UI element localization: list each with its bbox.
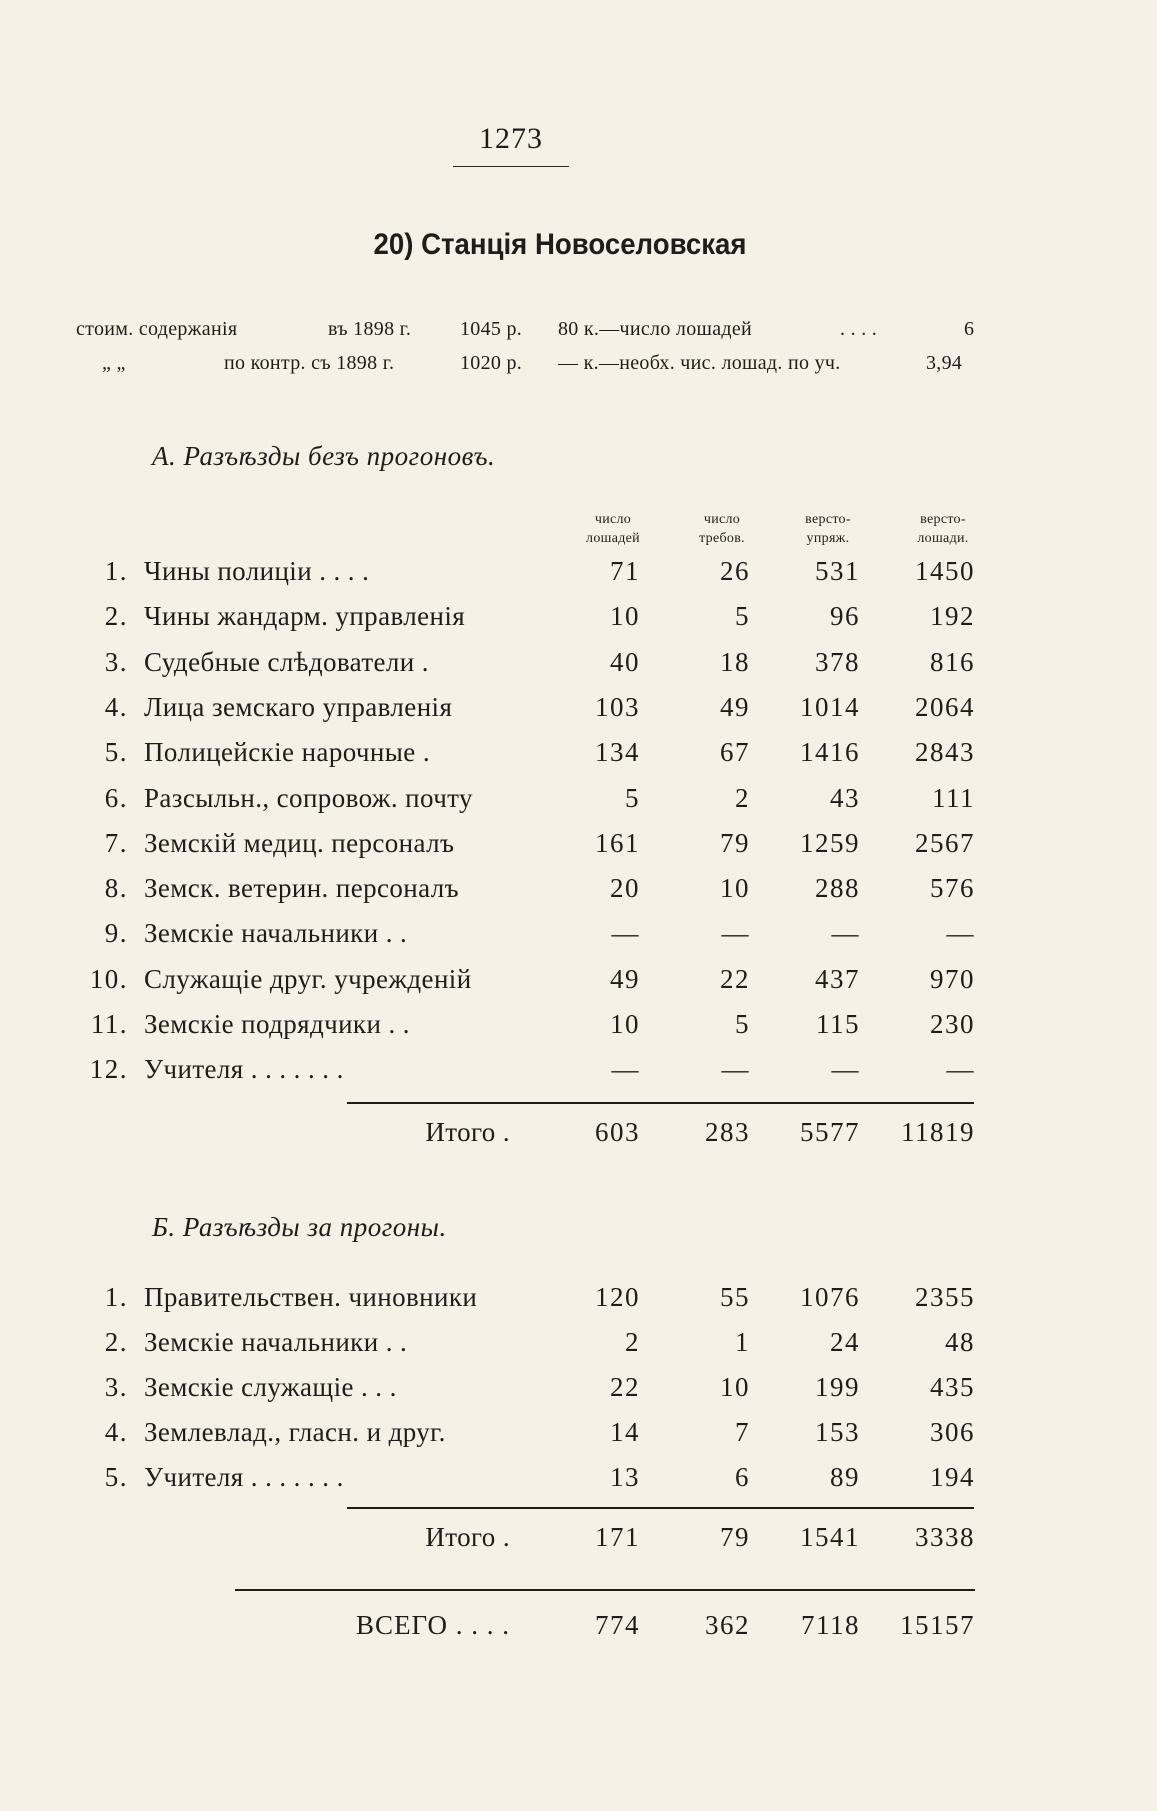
row-number: 5. xyxy=(104,1462,128,1492)
table-row xyxy=(0,737,1157,777)
info-value: 6 xyxy=(964,318,975,340)
row-value: 2355 xyxy=(915,1282,975,1312)
row-label: Разсыльн., сопровож. почту xyxy=(144,782,473,813)
total-rule xyxy=(347,1507,974,1509)
section-b-total-row xyxy=(0,1522,1157,1562)
row-value: 10 xyxy=(720,873,750,904)
grand-total-value: 7118 xyxy=(801,1610,860,1640)
total-value: 3338 xyxy=(915,1522,975,1552)
row-number: 4. xyxy=(104,1417,128,1447)
row-value: 192 xyxy=(930,601,975,632)
grand-total-value: 362 xyxy=(705,1610,750,1640)
section-b-heading: Б. Разъѣзды за прогоны. xyxy=(152,1212,447,1242)
row-number: 10. xyxy=(89,963,128,994)
total-label: Итого . xyxy=(425,1117,510,1147)
table-row xyxy=(0,1054,1157,1094)
table-row xyxy=(0,1282,1157,1322)
row-value: 199 xyxy=(815,1372,860,1402)
row-value: 7 xyxy=(735,1417,750,1447)
row-value: 2567 xyxy=(915,827,975,858)
row-value: 153 xyxy=(815,1417,860,1447)
page-number-rule xyxy=(453,166,569,167)
row-label: Земскіе подрядчики . . xyxy=(144,1009,410,1039)
info-text: — к.—необх. чис. лошад. по уч. xyxy=(558,352,841,374)
table-row xyxy=(0,1009,1157,1049)
info-line-1 xyxy=(76,318,976,348)
row-value: 120 xyxy=(595,1282,640,1312)
total-value: 603 xyxy=(595,1117,640,1147)
grand-total-label: ВСЕГО . . . . xyxy=(356,1610,510,1640)
total-value: 283 xyxy=(705,1117,750,1147)
row-label: Землевлад., гласн. и друг. xyxy=(144,1417,446,1447)
row-value: 48 xyxy=(945,1327,975,1357)
page-number: 1273 xyxy=(479,122,543,155)
row-value: 13 xyxy=(610,1462,640,1492)
row-value: 2 xyxy=(735,782,750,813)
row-number: 4. xyxy=(104,691,128,722)
info-text: 80 к.—число лошадей xyxy=(558,318,753,340)
row-value: — xyxy=(946,918,975,949)
row-label: Земскій медиц. персоналъ xyxy=(144,827,455,858)
row-value: 1 xyxy=(735,1327,750,1357)
table-row xyxy=(0,1372,1157,1412)
row-value: 1450 xyxy=(915,556,975,586)
row-value: 5 xyxy=(625,782,640,813)
column-header: число требов. xyxy=(699,512,745,546)
row-label: Правительствен. чиновники xyxy=(144,1282,478,1312)
row-value: 435 xyxy=(930,1372,975,1402)
info-text: „ „ xyxy=(102,352,126,374)
grand-total-row xyxy=(0,1610,1157,1650)
row-value: 1014 xyxy=(800,691,860,722)
row-value: 67 xyxy=(720,737,750,768)
row-label: Земскіе служащіе . . . xyxy=(144,1372,397,1402)
row-number: 12. xyxy=(89,1054,128,1085)
row-value: — xyxy=(721,1054,750,1085)
table-row xyxy=(0,556,1157,596)
row-number: 1. xyxy=(104,1282,128,1312)
row-value: 10 xyxy=(720,1372,750,1402)
section-a-heading: А. Разъѣзды безъ прогоновъ. xyxy=(152,441,496,471)
row-value: — xyxy=(831,1054,860,1085)
row-value: 970 xyxy=(930,963,975,994)
row-number: 1. xyxy=(104,556,128,586)
row-number: 9. xyxy=(104,918,128,949)
row-number: 3. xyxy=(104,646,128,677)
row-number: 2. xyxy=(104,1327,128,1357)
row-label: Судебные слѣдователи . xyxy=(144,646,429,677)
row-value: 161 xyxy=(595,827,640,858)
info-text: стоим. содержанія xyxy=(76,318,238,340)
row-value: 22 xyxy=(720,963,750,994)
row-value: 576 xyxy=(930,873,975,904)
table-row xyxy=(0,601,1157,641)
row-value: 1076 xyxy=(800,1282,860,1312)
row-number: 6. xyxy=(104,782,128,813)
row-value: 111 xyxy=(932,782,975,813)
row-value: 49 xyxy=(610,963,640,994)
row-value: 14 xyxy=(610,1417,640,1447)
row-value: 2 xyxy=(625,1327,640,1357)
section-a-total-row xyxy=(0,1117,1157,1157)
grand-total-value: 774 xyxy=(595,1610,640,1640)
row-value: 437 xyxy=(815,963,860,994)
row-value: 18 xyxy=(720,646,750,677)
total-value: 79 xyxy=(720,1522,750,1552)
table-row xyxy=(0,828,1157,868)
column-header: число лошадей xyxy=(586,512,640,546)
row-label: Служащіе друг. учрежденій xyxy=(144,963,472,994)
table-row xyxy=(0,692,1157,732)
row-value: — xyxy=(611,1054,640,1085)
total-value: 171 xyxy=(595,1522,640,1552)
row-label: Чины полиціи . . . . xyxy=(144,556,370,586)
row-value: 230 xyxy=(930,1009,975,1039)
info-text: въ 1898 г. xyxy=(328,318,412,340)
row-value: 816 xyxy=(930,646,975,677)
table-row xyxy=(0,1327,1157,1367)
row-number: 2. xyxy=(104,601,128,632)
row-value: 531 xyxy=(815,556,860,586)
info-text: . . . . xyxy=(840,318,878,340)
row-number: 7. xyxy=(104,827,128,858)
table-row xyxy=(0,783,1157,823)
row-value: 96 xyxy=(830,601,860,632)
table-row xyxy=(0,918,1157,958)
row-value: 1416 xyxy=(800,737,860,768)
row-label: Чины жандарм. управленія xyxy=(144,601,466,632)
row-number: 8. xyxy=(104,873,128,904)
table-row xyxy=(0,964,1157,1004)
row-number: 5. xyxy=(104,737,128,768)
row-label: Земскіе начальники . . xyxy=(144,1327,408,1357)
total-value: 1541 xyxy=(800,1522,860,1552)
row-label: Лица земскаго управленія xyxy=(144,691,453,722)
row-value: 24 xyxy=(830,1327,860,1357)
row-label: Полицейскіе нарочные . xyxy=(144,737,430,768)
total-value: 11819 xyxy=(901,1117,975,1147)
grand-total-rule xyxy=(235,1589,975,1591)
info-text: 1020 р. xyxy=(460,352,523,374)
column-header: версто- упряж. xyxy=(805,512,851,546)
row-value: 10 xyxy=(610,601,640,632)
row-value: 43 xyxy=(830,782,860,813)
row-label: Учителя . . . . . . . xyxy=(144,1462,344,1492)
info-text: 1045 р. xyxy=(460,318,523,340)
row-value: 20 xyxy=(610,873,640,904)
grand-total-value: 15157 xyxy=(900,1610,975,1640)
row-value: — xyxy=(946,1054,975,1085)
row-value: 2064 xyxy=(915,691,975,722)
row-number: 11. xyxy=(90,1009,128,1039)
row-label: Земскіе начальники . . xyxy=(144,918,408,949)
row-value: 26 xyxy=(720,556,750,586)
row-value: 10 xyxy=(610,1009,640,1039)
station-title: 20) Станція Новоселовская xyxy=(373,228,747,261)
row-label: Земск. ветерин. персоналъ xyxy=(144,873,459,904)
row-value: 55 xyxy=(720,1282,750,1312)
info-line-2 xyxy=(76,352,976,382)
row-value: — xyxy=(721,918,750,949)
row-value: 49 xyxy=(720,691,750,722)
table-row xyxy=(0,647,1157,687)
row-value: 115 xyxy=(816,1009,860,1039)
row-value: 71 xyxy=(610,556,640,586)
row-value: 194 xyxy=(930,1462,975,1492)
row-label: Учителя . . . . . . . xyxy=(144,1054,344,1085)
row-value: 1259 xyxy=(800,827,860,858)
row-value: 6 xyxy=(735,1462,750,1492)
info-value: 3,94 xyxy=(926,352,963,374)
row-value: 306 xyxy=(930,1417,975,1447)
row-value: 2843 xyxy=(915,737,975,768)
column-header: версто- лошади. xyxy=(917,512,969,546)
row-value: — xyxy=(831,918,860,949)
row-value: 134 xyxy=(595,737,640,768)
table-row xyxy=(0,873,1157,913)
row-value: 22 xyxy=(610,1372,640,1402)
row-value: 5 xyxy=(735,601,750,632)
total-rule xyxy=(347,1102,974,1104)
info-text: по контр. съ 1898 г. xyxy=(224,352,395,374)
total-label: Итого . xyxy=(425,1522,510,1552)
row-number: 3. xyxy=(104,1372,128,1402)
table-row xyxy=(0,1462,1157,1502)
row-value: 288 xyxy=(815,873,860,904)
row-value: 5 xyxy=(735,1009,750,1039)
row-value: 89 xyxy=(830,1462,860,1492)
total-value: 5577 xyxy=(800,1117,860,1147)
row-value: 40 xyxy=(610,646,640,677)
row-value: 378 xyxy=(815,646,860,677)
table-row xyxy=(0,1417,1157,1457)
row-value: 79 xyxy=(720,827,750,858)
row-value: — xyxy=(611,918,640,949)
row-value: 103 xyxy=(595,691,640,722)
